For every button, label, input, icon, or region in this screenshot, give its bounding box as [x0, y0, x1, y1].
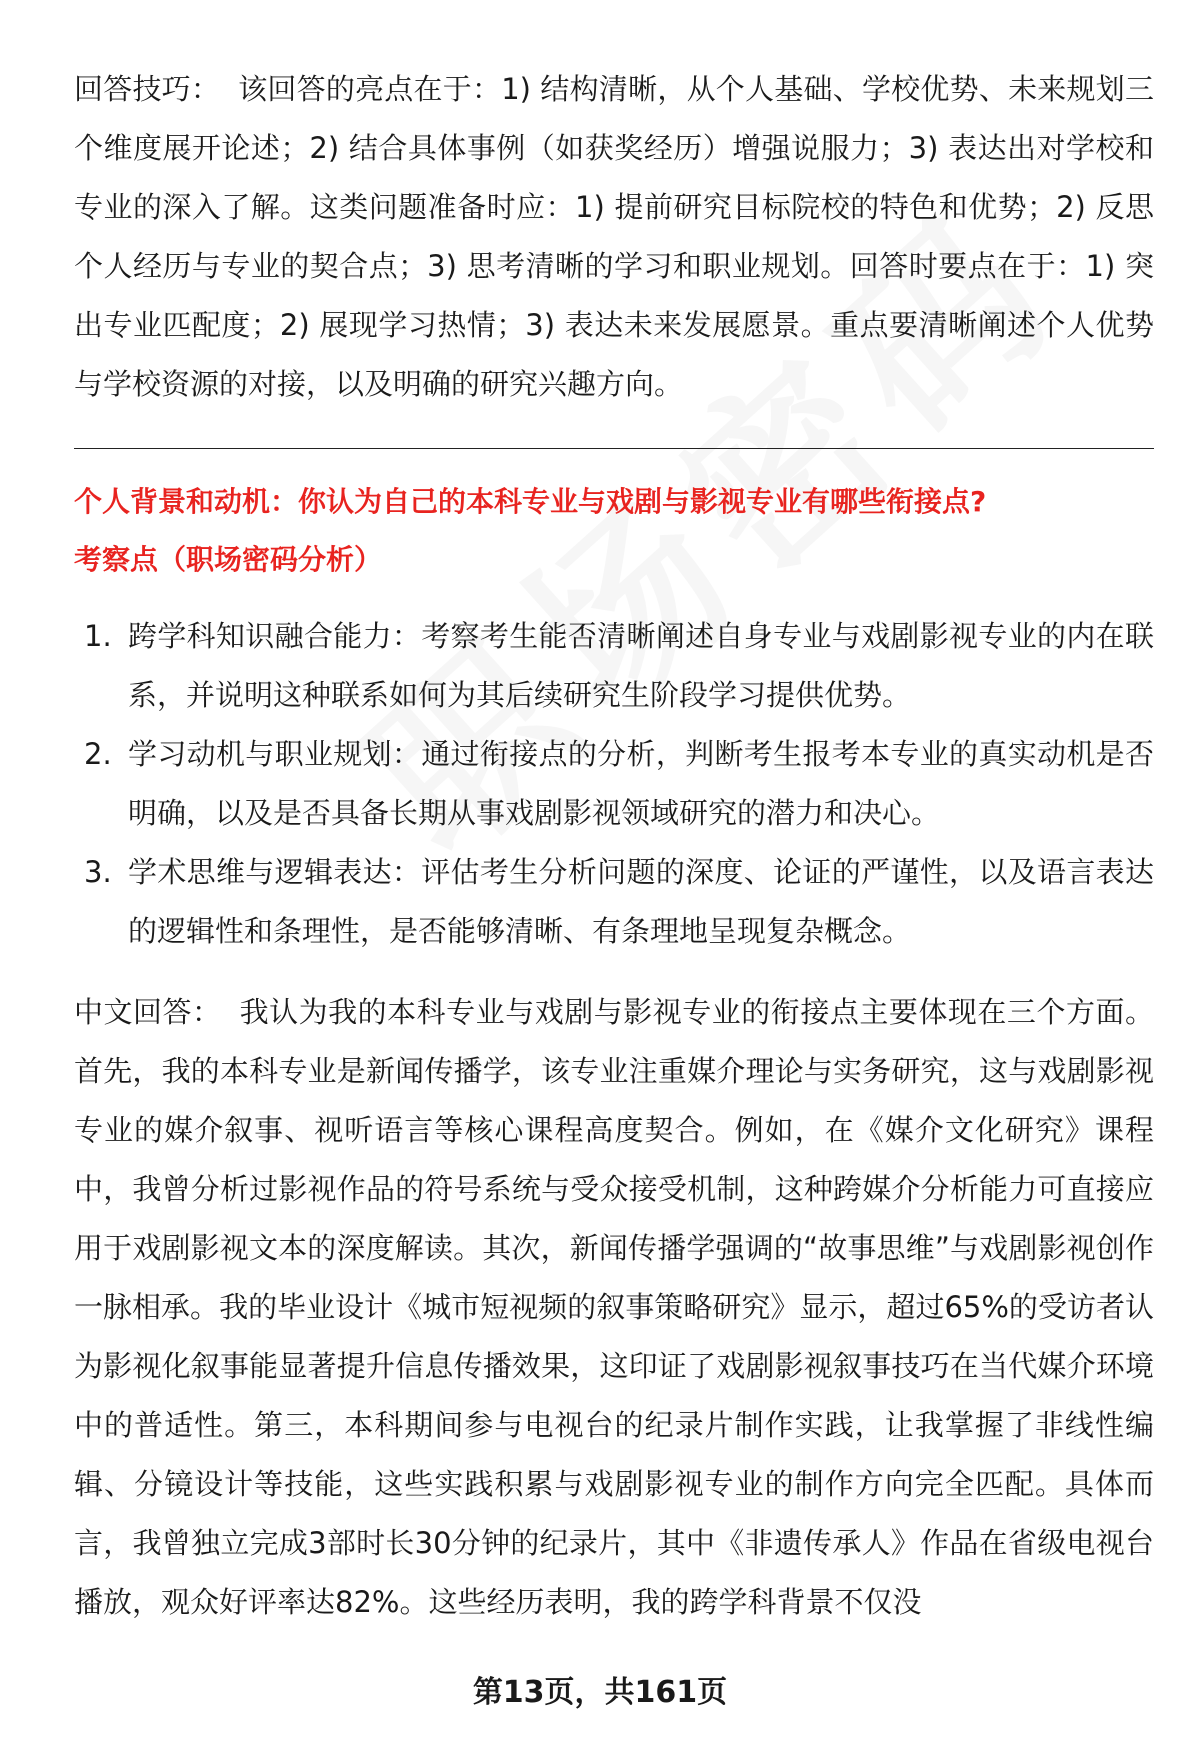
- list-item: [74, 843, 1154, 961]
- list-item-text: 学习动机与职业规划：通过衔接点的分析，判断考生报考本专业的真实动机是否明确，以及是否具备长期从事戏剧影视领域研究的潜力和决心。: [128, 737, 1154, 830]
- list-number: 1.: [84, 619, 112, 653]
- list-number: 3.: [84, 855, 112, 889]
- list-item: [74, 607, 1154, 725]
- focus-heading: 考察点（职场密码分析）: [74, 543, 383, 576]
- tips-label: 回答技巧：: [74, 72, 221, 106]
- answer-text: 我认为我的本科专业与戏剧与影视专业的衔接点主要体现在三个方面。首先，我的本科专业是新闻传播学，该专业注重媒介理论与实务研究，这与戏剧影视专业的媒介叙事、视听语言等核心课程高度契合。例如，在《媒介文化研究》课程中，我曾分析过影视作品的符号系统与受众接受机制，这种跨媒介分析能力可直接应用于戏剧影视文本的深度解读。其次，新闻传播学强调的“故事思维”与戏剧影视创作一脉相承。我的毕业设计《城市短视频的叙事策略研究》显示，超过65%的受访者认为影视化叙事能显著提升信息传播效果，这印证了戏剧影视叙事技巧在当代媒介环境中的普适性。第三，本科期间参与电视台的纪录片制作实践，让我掌握了非线性编辑、分镜设计等技能，这些实践积累与戏剧影视专业的制作方向完全匹配。具体而言，我曾独立完成3部时长30分钟的纪录片，其中《非遗传承人》作品在省级电视台播放，观众好评率达82%。这些经历表明，我的跨学科背景不仅没: [74, 995, 1154, 1619]
- list-item-text: 跨学科知识融合能力：考察考生能否清晰阐述自身专业与戏剧影视专业的内在联系，并说明这种联系如何为其后续研究生阶段学习提供优势。: [128, 619, 1154, 712]
- page-number: 第13页，共161页: [472, 1675, 728, 1710]
- tips-text: 该回答的亮点在于：1) 结构清晰，从个人基础、学校优势、未来规划三个维度展开论述；2) 结合具体事例（如获奖经历）增强说服力；3) 表达出对学校和专业的深入了解。这类问题准备时应：1) 提前研究目标院校的特色和优势；2) 反思个人经历与专业的契合点；3) 思考清晰的学习和职业规划。回答时要点在于：1) 突出专业匹配度；2) 展现学习热情；3) 表达未来发展愿景。重点要清晰阐述个人优势与学校资源的对接，以及明确的研究兴趣方向。: [74, 72, 1154, 401]
- section-divider: [74, 448, 1154, 449]
- list-item: [74, 725, 1154, 843]
- tips-paragraph: [74, 60, 1154, 414]
- focus-list: [74, 607, 1154, 961]
- question-heading: 个人背景和动机：你认为自己的本科专业与戏剧与影视专业有哪些衔接点?: [74, 485, 987, 518]
- answer-label: 中文回答：: [74, 995, 222, 1029]
- page-content: [74, 60, 1154, 1632]
- answer-paragraph: [74, 983, 1154, 1632]
- list-item-text: 学术思维与逻辑表达：评估考生分析问题的深度、论证的严谨性，以及语言表达的逻辑性和条理性，是否能够清晰、有条理地呈现复杂概念。: [128, 855, 1154, 948]
- list-number: 2.: [84, 737, 112, 771]
